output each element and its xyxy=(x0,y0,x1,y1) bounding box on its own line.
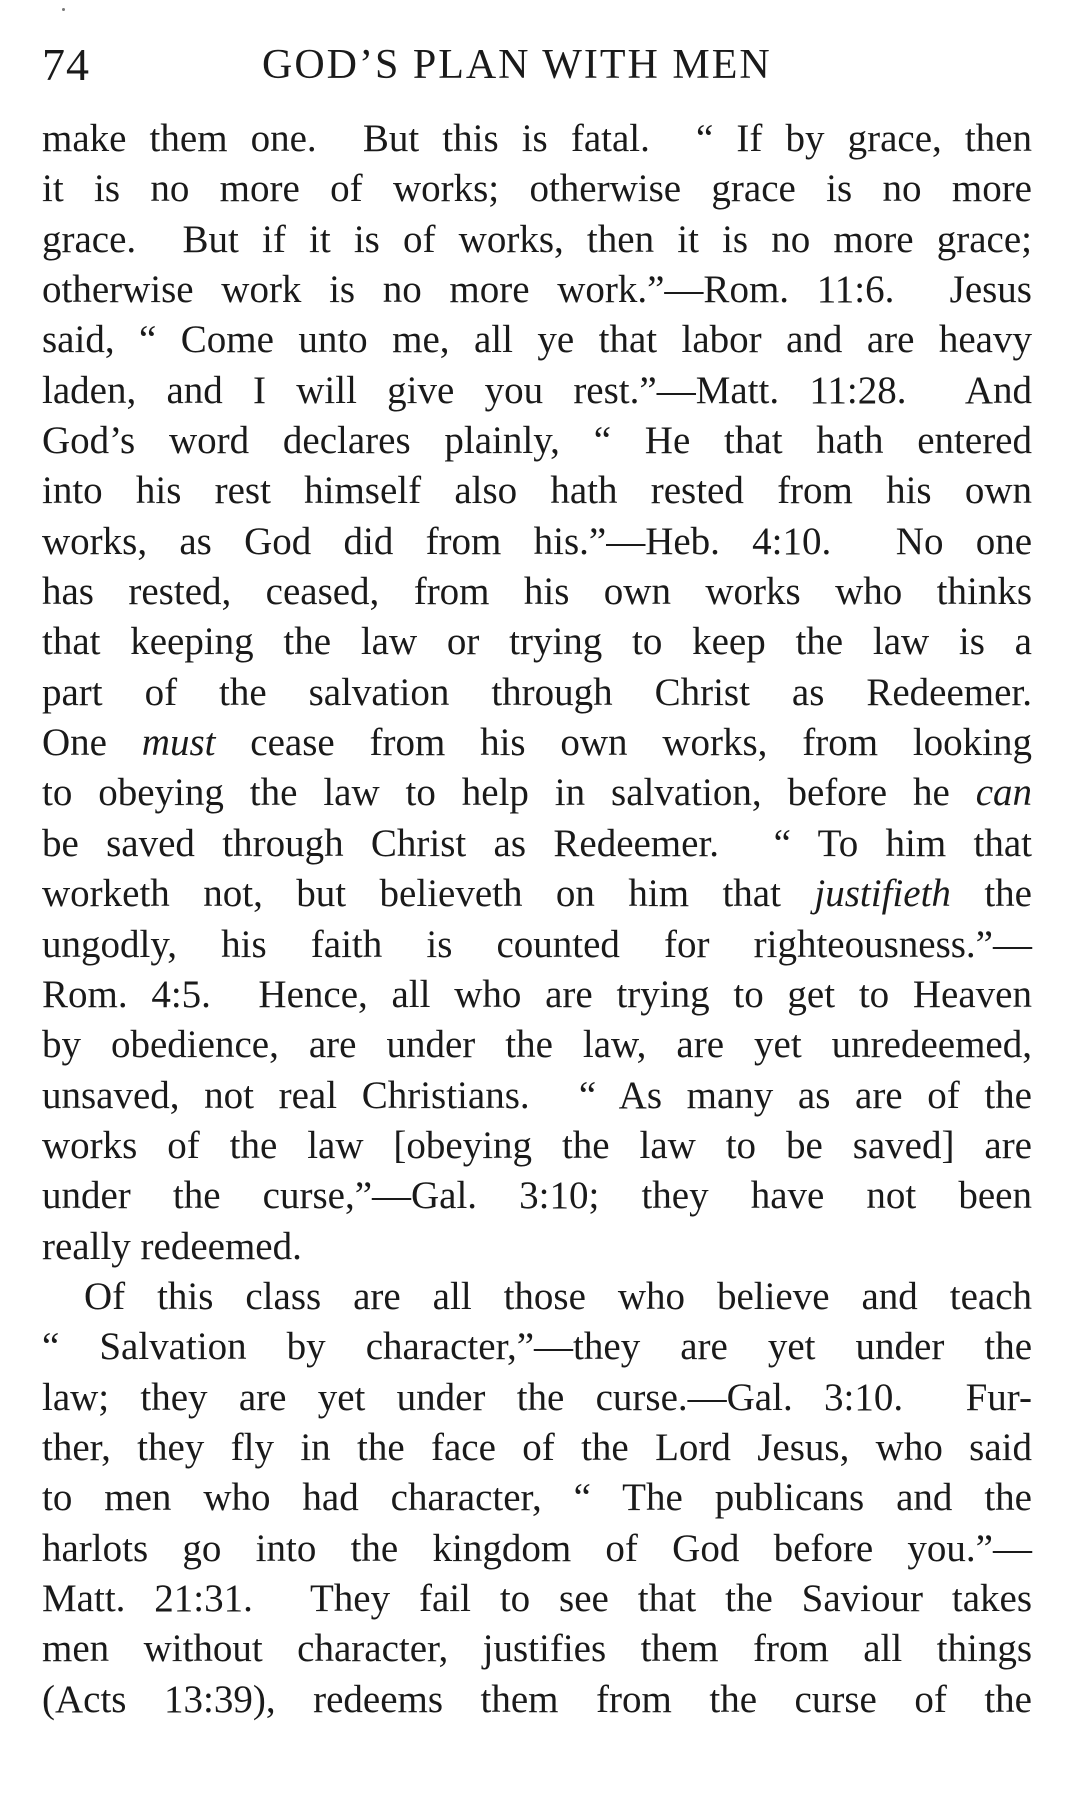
text-segment: part of the salvation through Christ as Redeemer. xyxy=(42,670,1032,714)
text-segment: grace. But if it is of works, then it is no more grace; xyxy=(42,217,1032,261)
text-segment: to men who had character, “ The publicans and the xyxy=(42,1476,1032,1520)
text-line xyxy=(42,215,1032,265)
text-segment: cease from his own works, from looking xyxy=(215,721,1032,765)
text-segment: really redeemed. xyxy=(42,1224,302,1268)
text-segment: Matt. 21:31. They fail to see that the Saviour takes xyxy=(42,1576,1032,1620)
text-segment: into his rest himself also hath rested from his own xyxy=(42,469,1032,513)
text-segment: ther, they fly in the face of the Lord Jesus, who said xyxy=(42,1425,1032,1469)
text-line xyxy=(42,920,1032,970)
text-line xyxy=(42,1171,1032,1221)
text-line xyxy=(42,466,1032,516)
text-line xyxy=(42,1322,1032,1372)
text-segment: it is no more of works; otherwise grace is no more xyxy=(42,167,1032,211)
text-line xyxy=(42,718,1032,768)
text-line xyxy=(42,1071,1032,1121)
text-line xyxy=(42,1574,1032,1624)
text-line xyxy=(42,1121,1032,1171)
text-segment: ungodly, his faith is counted for righteousness.”— xyxy=(42,922,1032,966)
text-line xyxy=(42,1675,1032,1725)
text-line xyxy=(42,819,1032,869)
text-segment: be saved through Christ as Redeemer. “ To him that xyxy=(42,821,1032,865)
text-line xyxy=(42,315,1032,365)
page-number: 74 xyxy=(42,39,90,90)
text-line xyxy=(42,1272,1032,1322)
text-segment: One xyxy=(42,721,142,765)
text-segment: (Acts 13:39), redeems them from the curse of the xyxy=(42,1677,1032,1721)
text-segment: otherwise work is no more work.”—Rom. 11:6. Jesus xyxy=(42,268,1032,312)
text-segment: under the curse,”—Gal. 3:10; they have not been xyxy=(42,1174,1032,1218)
text-segment: “ Salvation by character,”—they are yet under the xyxy=(42,1325,1032,1369)
text-line xyxy=(42,265,1032,315)
text-line xyxy=(42,970,1032,1020)
text-line xyxy=(42,1423,1032,1473)
text-line xyxy=(42,567,1032,617)
text-line xyxy=(42,164,1032,214)
page-header xyxy=(42,30,1032,100)
text-line xyxy=(42,1020,1032,1070)
text-line xyxy=(42,114,1032,164)
text-line xyxy=(42,1473,1032,1523)
text-line xyxy=(42,768,1032,818)
text-segment: by obedience, are under the law, are yet unredeemed, xyxy=(42,1023,1032,1067)
body-text xyxy=(42,114,1032,1725)
text-segment: has rested, ceased, from his own works who thinks xyxy=(42,570,1032,614)
text-line xyxy=(42,668,1032,718)
text-line xyxy=(42,1624,1032,1674)
italic-text: can xyxy=(975,771,1032,815)
text-segment: harlots go into the kingdom of God before you.”— xyxy=(42,1526,1032,1570)
text-segment: Of this class are all those who believe and teach xyxy=(84,1274,1032,1318)
text-segment: law; they are yet under the curse.—Gal. 3:10. Fur- xyxy=(42,1375,1032,1419)
text-line xyxy=(42,617,1032,667)
text-line xyxy=(42,366,1032,416)
text-segment: to obeying the law to help in salvation, before he xyxy=(42,771,976,815)
text-segment: unsaved, not real Christians. “ As many as are of the xyxy=(42,1073,1032,1117)
text-segment: works, as God did from his.”—Heb. 4:10. No one xyxy=(42,519,1032,563)
italic-text: must xyxy=(141,721,216,765)
text-segment: works of the law [obeying the law to be saved] are xyxy=(42,1123,1032,1167)
text-segment: the xyxy=(950,872,1032,916)
text-segment: God’s word declares plainly, “ He that hath entered xyxy=(42,419,1032,463)
running-title: GOD’S PLAN WITH MEN xyxy=(262,42,772,88)
text-segment: Rom. 4:5. Hence, all who are trying to get to Heaven xyxy=(42,972,1032,1016)
scan-speck xyxy=(62,8,65,11)
text-segment: that keeping the law or trying to keep the law is a xyxy=(42,620,1032,664)
text-line xyxy=(42,416,1032,466)
text-segment: said, “ Come unto me, all ye that labor and are heavy xyxy=(42,318,1032,362)
text-line xyxy=(42,1222,1032,1272)
text-segment: worketh not, but believeth on him that xyxy=(42,872,815,916)
text-line xyxy=(42,1524,1032,1574)
text-segment: laden, and I will give you rest.”—Matt. 11:28. And xyxy=(42,368,1032,412)
text-line xyxy=(42,1373,1032,1423)
text-segment: men without character, justifies them from all things xyxy=(42,1627,1032,1671)
text-line xyxy=(42,517,1032,567)
text-line xyxy=(42,869,1032,919)
italic-text: justifieth xyxy=(814,872,951,916)
text-segment: make them one. But this is fatal. “ If by grace, then xyxy=(42,117,1032,160)
